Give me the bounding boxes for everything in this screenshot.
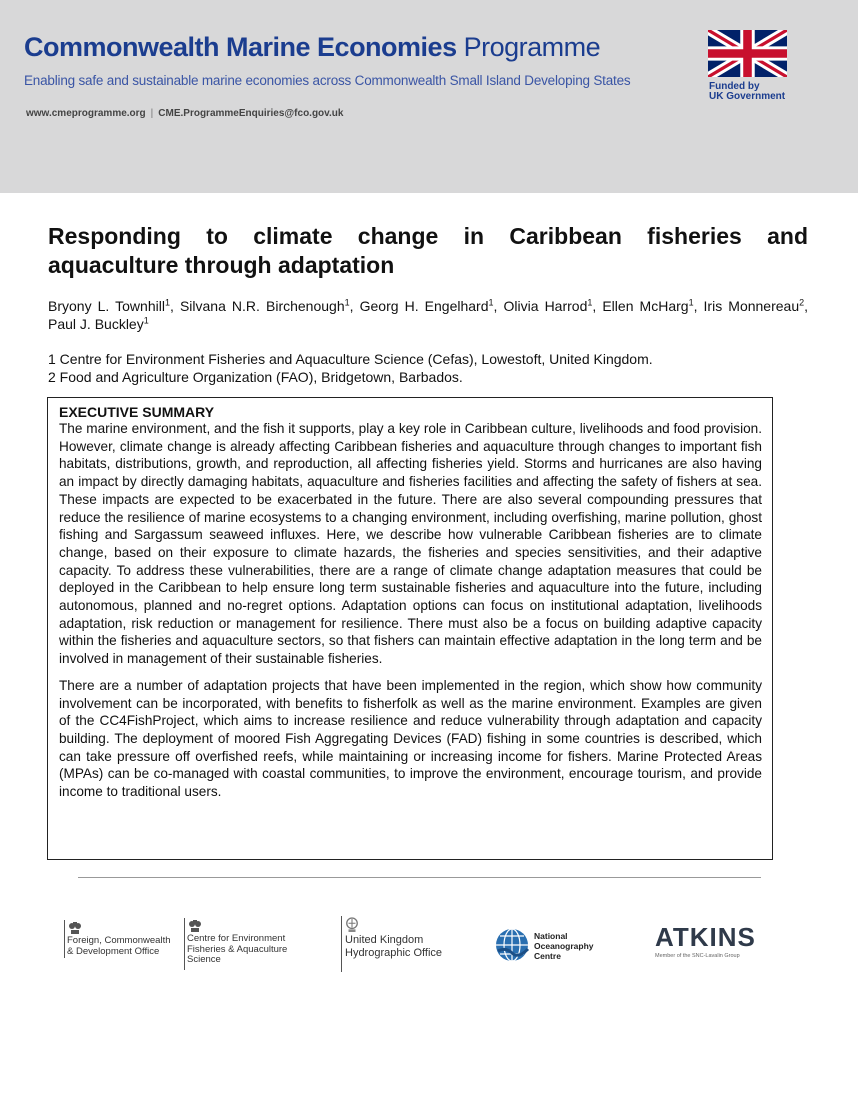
fcdo-logo [64,920,171,957]
ukho-line-2: Hydrographic Office [345,947,443,959]
summary-paragraph-2: There are a number of adaptation projects that have been implemented in the region, which show how community involvement can be incorporated, with benefits to fisherfolk as well as the marine environment. Examples are given of the CC4FishProject, which aims to increase resilience and reduce vulnerability through adaptation and capacity building. The deployment of moored Fish Aggregating Devices (FAD) fishing in some countries is described, which can take pressure off overfished reefs, while maintaining or increasing income for fishers. Marine Protected Areas (MPAs) can be co-managed with coastal communities, to improve the environment, encourage tourism, and provide income to traditional users. [59,677,762,800]
logo-divider-line [64,920,65,958]
website-link[interactable]: www.cmeprogramme.org [26,108,146,119]
affiliation-2: 2 Food and Agriculture Organization (FAO), Bridgetown, Barbados. [48,369,463,385]
affiliation-1: 1 Centre for Environment Fisheries and Aquaculture Science (Cefas), Lowestoft, United Kingdom. [48,351,653,367]
fcdo-line-1: Foreign, Commonwealth [67,935,171,946]
author-name: Iris Monnereau [703,298,800,314]
contact-line [26,108,343,119]
author-affiliation-marker: 2 [799,297,805,308]
logo-divider-line [184,918,185,970]
document-title: Responding to climate change in Caribbean fisheries and aquaculture through adaptation [48,223,808,278]
noc-line-1: National [534,931,568,941]
programme-tagline: Enabling safe and sustainable marine economies across Commonwealth Small Island Developing States [24,73,631,88]
executive-summary-box [47,397,773,860]
cefas-line-2: Fisheries & Aquaculture [187,943,288,955]
author-name: Georg H. Engelhard [359,298,489,314]
funded-line-1: Funded by [709,81,760,92]
author-name: Ellen McHarg [602,298,689,314]
fcdo-line-2: & Development Office [67,945,160,957]
royal-crest-icon [187,918,203,934]
author-name: Olivia Harrod [503,298,588,314]
summary-paragraph-1: The marine environment, and the fish it supports, play a key role in Caribbean culture, livelihoods and food provision. However, climate change is already affecting Caribbean fisheries and aquaculture through changes to important fish habitats, distributions, growth, and reproduction, all affecting fisheries yield. Storms and hurricanes are also having an impact by directly damaging habitats, aquaculture and fisheries facilities and affecting the safety of fishers at sea. These impacts are expected to be exacerbated in the future. There are also several compounding pressures that reduce the resilience of marine ecosystems to a changing environment, including overfishing, marine pollution, ghost fishing and Sargassum seaweed influxes. Here, we describe how vulnerable Caribbean fisheries are to climate change, based on their exposure to climate hazards, the fisheries and species sensitivities, and their adaptive capacity. To address these vulnerabilities, there are a range of climate change adaptation measures that could be deployed in the Caribbean to help ensure long term sustainable fisheries and aquaculture into the future, including autonomous, planned and no-regret options. Adaptation options can focus on institutional adaptation, livelihoods adaptation, risk reduction or management for resilience. There must also be a focus on building adaptive capacity within the fisheries and aquaculture sectors, so that fishers can maintain effective adaptation in the long term and be involved in management of their sustainable fisheries. [59,421,762,667]
noc-line-3: Centre [534,951,561,961]
author-name: Paul J. Buckley [48,316,144,332]
programme-title-light: Programme [463,32,601,62]
author-name: Silvana N.R. Birchenough [179,298,345,314]
atkins-logo [655,924,756,959]
author-name: Bryony L. Townhill [48,298,165,314]
summary-heading: EXECUTIVE SUMMARY [59,404,215,420]
footer-divider [78,877,761,878]
atkins-subtitle: Member of the SNC-Lavalin Group [655,953,740,959]
ukho-logo [341,916,442,960]
cefas-line-1: Centre for Environment [187,933,286,944]
programme-title-bold: Commonwealth Marine Economies [24,32,457,62]
cefas-logo [184,918,287,966]
funded-line-2: UK Government [709,91,786,102]
author-list: Bryony L. Townhill$^1$, Silvana N.R. Birchenough$^1$, Georg H. Engelhard$^1$, Olivia Harrod$^1$, Ellen McHarg$^1$, Iris Monnereau$^2$, Paul J. Buckley$^1$ [48,297,809,332]
logo-divider-line [341,916,342,972]
author-affiliation-marker: 1 [488,297,494,308]
royal-crest-icon [67,920,83,936]
author-affiliation-marker: 1 [143,315,149,326]
author-affiliation-marker: 1 [164,297,170,308]
hydrographic-crest-icon [345,916,359,934]
header-banner [0,0,858,193]
atkins-wordmark: ATKINS [655,922,756,952]
noc-text [534,931,594,961]
affiliations [48,350,808,386]
author-affiliation-marker: 1 [688,297,694,308]
ukho-line-1: United Kingdom [345,934,424,946]
union-jack-flag-icon [708,30,787,77]
cefas-line-3: Science [187,954,221,965]
email-link[interactable]: CME.ProgrammeEnquiries@fco.gov.uk [158,108,344,119]
globe-icon [494,927,530,963]
author-affiliation-marker: 1 [344,297,350,308]
contact-separator: | [150,108,154,119]
programme-title [24,30,600,64]
funded-by-label [709,82,785,102]
noc-line-2: Oceanography [534,941,594,951]
author-affiliation-marker: 1 [587,297,593,308]
